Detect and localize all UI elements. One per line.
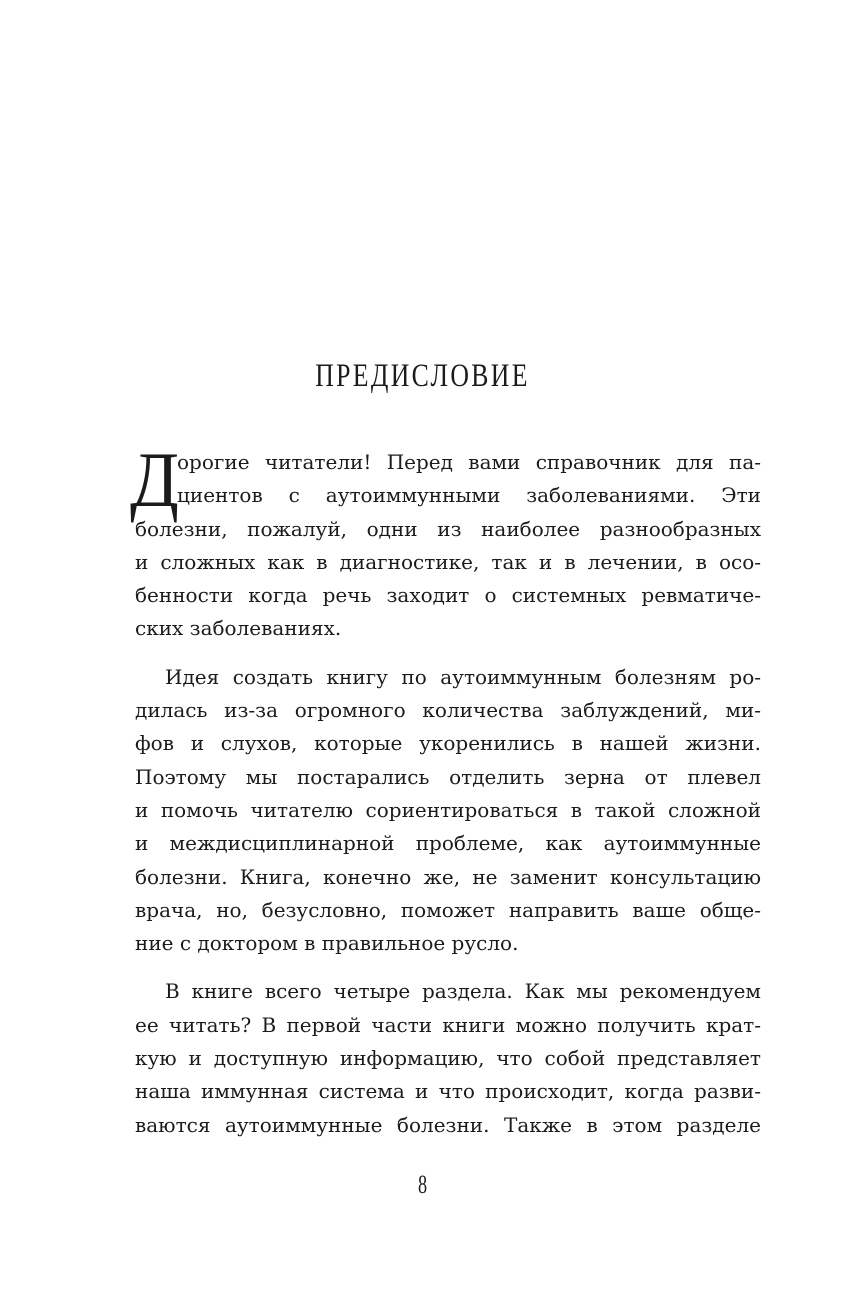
paragraph-3 (135, 975, 761, 1141)
text-line: ваются аутоиммунные болезни. Также в этом разделе (135, 1112, 761, 1137)
text-line: и помочь читателю сориентироваться в такой сложной (135, 797, 761, 822)
text-line: Идея создать книгу по аутоиммунным болезням ро- (165, 664, 761, 689)
drop-cap: Д (130, 436, 179, 523)
text-line: болезни. Книга, конечно же, не заменит консультацию (135, 864, 761, 889)
body-text (130, 436, 761, 1142)
text-line: фов и слухов, которые укоренились в нашей жизни. (135, 731, 761, 756)
text-line: В книге всего четыре раздела. Как мы рекомендуем (165, 979, 761, 1004)
text-line: наша иммунная система и что происходит, когда разви- (135, 1079, 761, 1104)
text-line: циентов с аутоиммунными заболеваниями. Эти (177, 483, 761, 508)
text-line: ние с доктором в правильное русло. (135, 931, 519, 956)
text-line: врача, но, безусловно, поможет направить ваше обще- (135, 897, 761, 922)
paragraph-2 (135, 661, 761, 961)
text-line: ее читать? В первой части книги можно получить крат- (135, 1012, 761, 1037)
text-line: бенности когда речь заходит о системных ревматиче- (135, 583, 761, 608)
text-line: Поэтому мы постарались отделить зерна от плевел (135, 764, 761, 789)
paragraph-spacing (135, 646, 761, 661)
chapter-title: ПРЕДИСЛОВИЕ (315, 358, 530, 394)
text-line: орогие читатели! Перед вами справочник для па- (177, 450, 761, 474)
text-line: болезни, пожалуй, одни из наиболее разнообразных (135, 516, 761, 541)
paragraph-1 (130, 436, 761, 646)
text-line: и сложных как в диагностике, так и в лечении, в осо- (135, 549, 761, 574)
text-line: и междисциплинарной проблеме, как аутоиммунные (135, 831, 761, 856)
text-line: ских заболеваниях. (135, 616, 342, 641)
page-number: 8 (417, 1170, 428, 1199)
text-line: кую и доступную информацию, что собой представляет (135, 1046, 761, 1071)
text-line: дилась из-за огромного количества заблуждений, ми- (135, 698, 761, 723)
paragraph-spacing (135, 960, 761, 975)
